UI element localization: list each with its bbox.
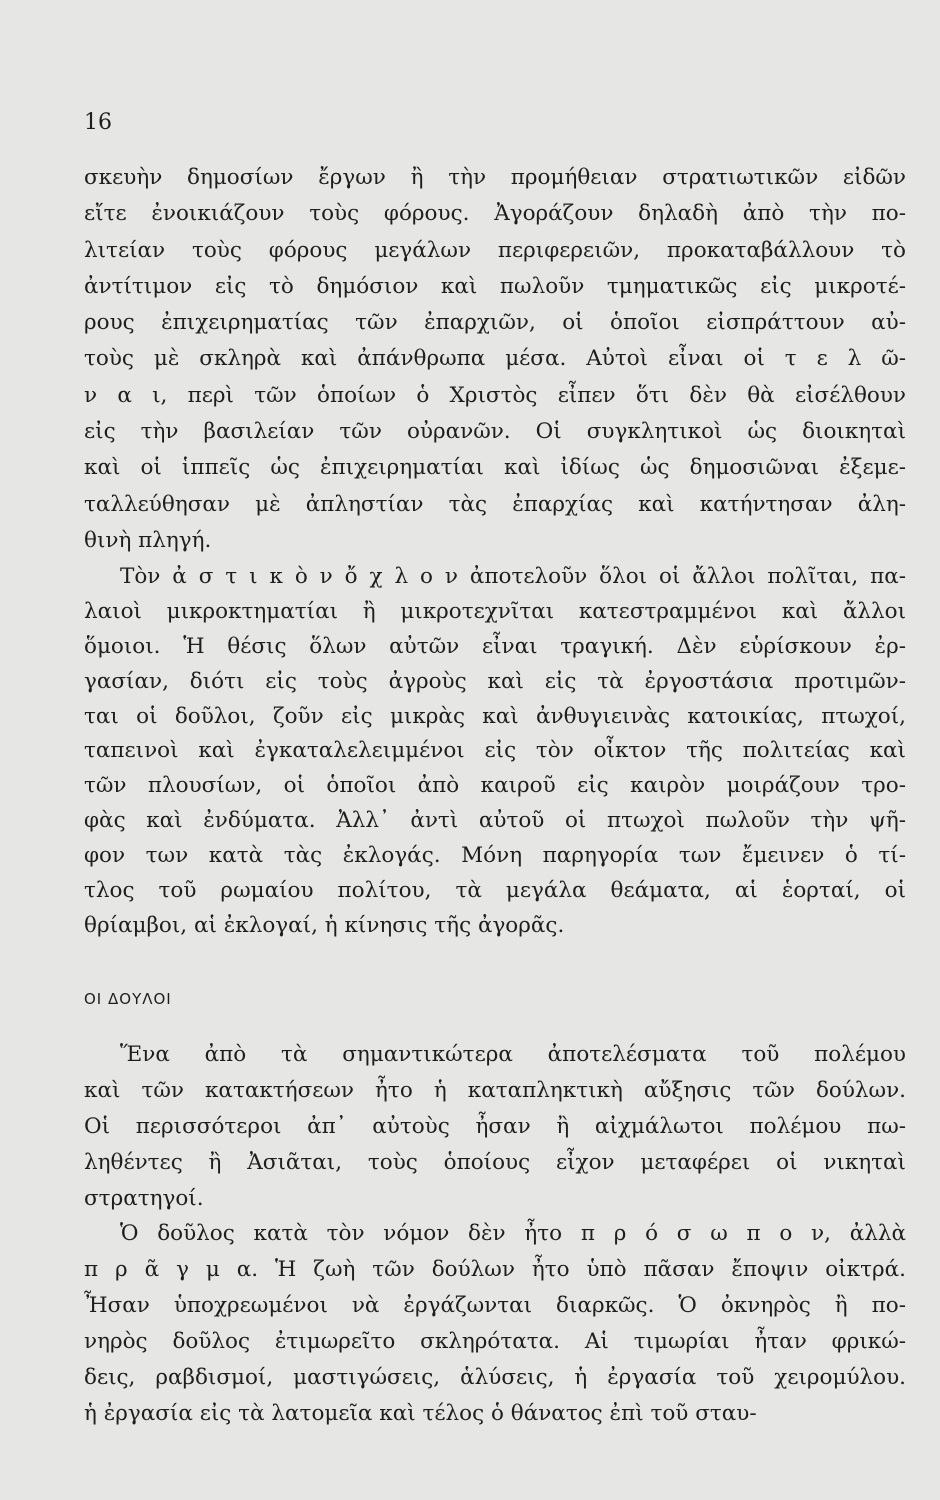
text-line: Ἕνα ἀπὸ τὰ σημαντικώτερα ἀποτελέσματα τοῦ πολέμου <box>120 1042 906 1067</box>
text-line: π ρ ᾶ γ μ α. Ἡ ζωὴ τῶν δούλων ἦτο ὑπὸ πᾶσαν ἔποψιν οἰκτρά. <box>84 1257 906 1283</box>
paragraph-urban-crowd <box>84 560 906 944</box>
text-line: Ὁ δοῦλος κατὰ τὸν νόμον δὲν ἦτο π ρ ό σ ω π ο ν, ἀλλὰ <box>120 1221 906 1247</box>
text-line: Ἦσαν ὑποχρεωμένοι νὰ ἐργάζωνται διαρκῶς. Ὁ ὀκνηρὸς ἢ πο- <box>84 1293 906 1319</box>
text-line: φον των κατὰ τὰς ἐκλογάς. Μόνη παρηγορία των ἔμεινεν ὁ τί- <box>84 843 906 869</box>
text-line: σκευὴν δημοσίων ἔργων ἢ τὴν προμήθειαν στρατιωτικῶν εἰδῶν <box>84 165 906 190</box>
section-slaves-body <box>84 1037 906 1432</box>
text-line: λιτείαν τοὺς φόρους μεγάλων περιφερειῶν, προκαταβάλλουν τὸ <box>84 237 906 263</box>
text-line: τῶν πλουσίων, οἱ ὁποῖοι ἀπὸ καιροῦ εἰς καιρὸν μοιράζουν τρο- <box>84 773 906 799</box>
text-line: ται οἱ δοῦλοι, ζοῦν εἰς μικρὰς καὶ ἀνθυγιεινὰς κατοικίας, πτωχοί, <box>84 703 906 729</box>
paragraph-publicans <box>84 160 906 559</box>
text-line: Τὸν ἀ σ τ ι κ ὸ ν ὄ χ λ ο ν ἀποτελοῦν ὅλοι οἱ ἄλλοι πολῖται, πα- <box>120 564 906 589</box>
text-line: φὰς καὶ ἐνδύματα. Ἀλλ᾿ ἀντὶ αὐτοῦ οἱ πτωχοὶ πωλοῦν τὴν ψῆ- <box>84 808 906 834</box>
text-line: θινὴ πληγή. <box>84 527 212 553</box>
text-line: ἀντίτιμον εἰς τὸ δημόσιον καὶ πωλοῦν τμηματικῶς εἰς μικροτέ- <box>84 273 906 299</box>
text-line: τλος τοῦ ρωμαίου πολίτου, τὰ μεγάλα θεάματα, αἱ ἑορταί, οἱ <box>84 878 906 904</box>
text-line: εἰς τὴν βασιλείαν τῶν οὐρανῶν. Οἱ συγκλητικοὶ ὡς διοικηταὶ <box>84 419 906 445</box>
text-line: ν α ι, περὶ τῶν ὁποίων ὁ Χριστὸς εἶπεν ὅτι δὲν θὰ εἰσέλθουν <box>84 382 906 408</box>
text-line: δεις, ραβδισμοί, μαστιγώσεις, ἁλύσεις, ἡ ἐργασία τοῦ χειρομύλου. <box>84 1365 906 1391</box>
section-heading: ΟΙ ΔΟΥΛΟΙ <box>84 990 172 1008</box>
text-line: ταπεινοὶ καὶ ἐγκαταλελειμμένοι εἰς τὸν οἶκτον τῆς πολιτείας καὶ <box>84 738 906 764</box>
text-line: ταλλεύθησαν μὲ ἀπληστίαν τὰς ἐπαρχίας καὶ κατήντησαν ἀλη- <box>84 491 906 517</box>
text-line: ὅμοιοι. Ἡ θέσις ὅλων αὐτῶν εἶναι τραγική. Δὲν εὑρίσκουν ἐρ- <box>84 633 906 659</box>
text-line: Οἱ περισσότεροι ἀπ᾿ αὐτοὺς ἦσαν ἢ αἰχμάλωτοι πολέμου πω- <box>84 1113 906 1139</box>
text-line: ληθέντες ἢ Ἀσιᾶται, τοὺς ὁποίους εἶχον μεταφέρει οἱ νικηταὶ <box>84 1149 906 1175</box>
text-line: νηρὸς δοῦλος ἐτιμωρεῖτο σκληρότατα. Αἱ τιμωρίαι ἦταν φρικώ- <box>84 1329 906 1355</box>
text-line: στρατηγοί. <box>84 1185 204 1211</box>
page-number: 16 <box>84 110 112 135</box>
text-line: ρους ἐπιχειρηματίας τῶν ἐπαρχιῶν, οἱ ὁποῖοι εἰσπράττουν αὐ- <box>84 310 906 336</box>
text-line: θρίαμβοι, αἱ ἐκλογαί, ἡ κίνησις τῆς ἀγορᾶς. <box>84 912 565 938</box>
text-line: καὶ τῶν κατακτήσεων ἦτο ἡ καταπληκτικὴ αὔξησις τῶν δούλων. <box>84 1077 906 1103</box>
text-line: τοὺς μὲ σκληρὰ καὶ ἀπάνθρωπα μέσα. Αὐτοὶ εἶναι οἱ τ ε λ ῶ- <box>84 346 906 372</box>
text-line: ἡ ἐργασία εἰς τὰ λατομεῖα καὶ τέλος ὁ θάνατος ἐπὶ τοῦ σταυ- <box>84 1400 757 1426</box>
text-line: λαιοὶ μικροκτηματίαι ἢ μικροτεχνῖται κατεστραμμένοι καὶ ἄλλοι <box>84 598 906 624</box>
text-line: εἴτε ἐνοικιάζουν τοὺς φόρους. Ἀγοράζουν δηλαδὴ ἀπὸ τὴν πο- <box>84 201 906 227</box>
text-line: γασίαν, διότι εἰς τοὺς ἀγροὺς καὶ εἰς τὰ ἐργοστάσια προτιμῶν- <box>84 668 906 694</box>
text-line: καὶ οἱ ἱππεῖς ὡς ἐπιχειρηματίαι καὶ ἰδίως ὡς δημοσιῶναι ἐξεμε- <box>84 455 906 481</box>
